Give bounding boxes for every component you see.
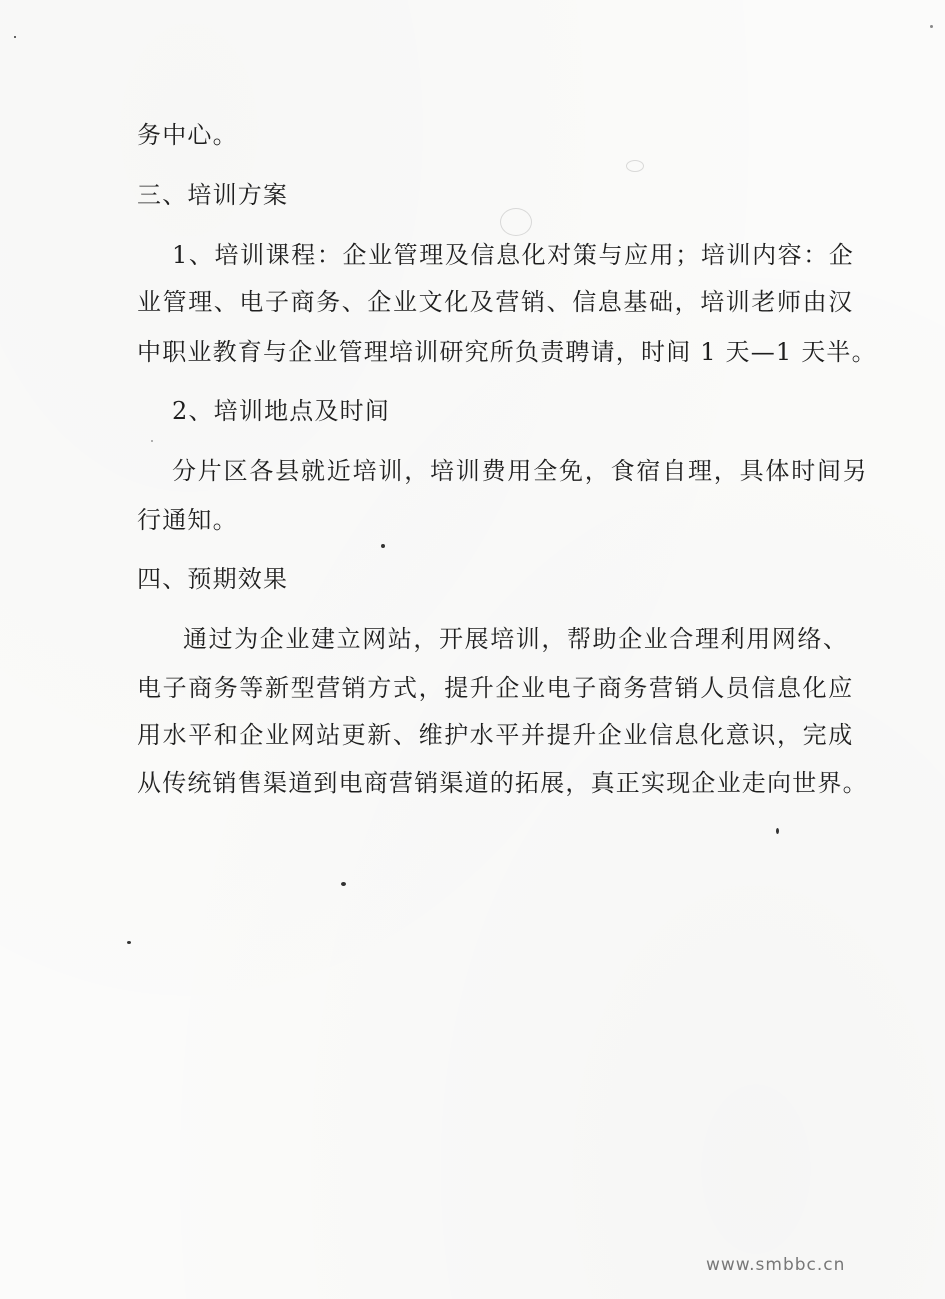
section-heading-training-plan: 三、培训方案 xyxy=(137,181,289,209)
faint-stamp-mark xyxy=(500,208,532,236)
paragraph-line-13: 从传统销售渠道到电商营销渠道的拓展，真正实现企业走向世界。 xyxy=(137,769,868,797)
paragraph-line-12: 用水平和企业网站更新、维护水平并提升企业信息化意识，完成 xyxy=(137,721,854,749)
paragraph-line-10: 通过为企业建立网站，开展培训，帮助企业合理利用网络、 xyxy=(183,625,849,653)
paragraph-line-1: 务中心。 xyxy=(137,121,238,149)
scan-speck xyxy=(127,941,131,944)
paragraph-line-7: 分片区各县就近培训，培训费用全免，食宿自理，具体时间另 xyxy=(172,457,869,485)
scan-speck xyxy=(151,440,153,442)
subheading-location-time: 2、培训地点及时间 xyxy=(172,397,391,425)
site-watermark: www.smbbc.cn xyxy=(706,1255,846,1275)
paragraph-line-11: 电子商务等新型营销方式，提升企业电子商务营销人员信息化应 xyxy=(137,674,854,702)
paragraph-line-5: 中职业教育与企业管理培训研究所负责聘请，时间 1 天—1 天半。 xyxy=(137,338,877,366)
scan-speck xyxy=(776,828,779,834)
faint-stamp-mark xyxy=(626,160,644,172)
scan-speck xyxy=(341,882,346,886)
paragraph-line-4: 业管理、电子商务、企业文化及营销、信息基础，培训老师由汉 xyxy=(137,288,854,316)
section-heading-expected-effect: 四、预期效果 xyxy=(137,565,289,593)
paragraph-line-8: 行通知。 xyxy=(137,506,238,534)
scan-speck xyxy=(381,544,385,548)
paragraph-line-3: 1、培训课程：企业管理及信息化对策与应用；培训内容：企 xyxy=(172,241,855,269)
scan-speck xyxy=(930,25,933,28)
scan-speck xyxy=(14,36,16,38)
